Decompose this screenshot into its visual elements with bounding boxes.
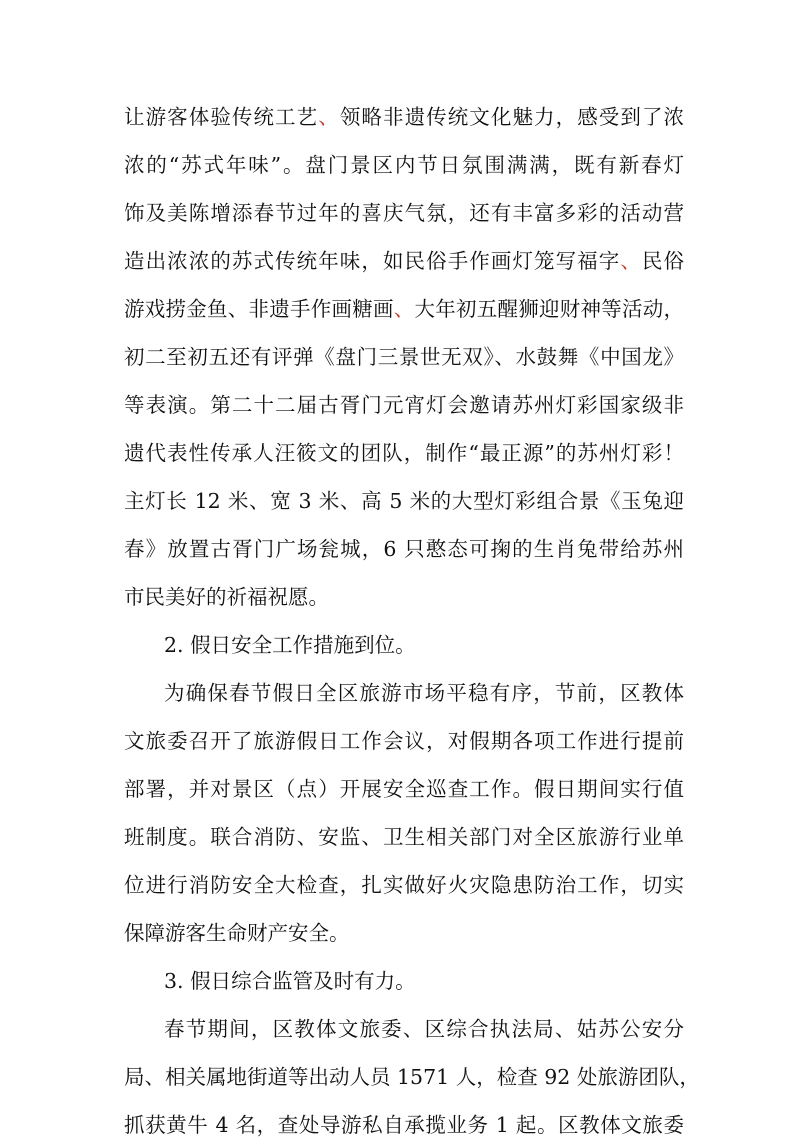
paragraph-3-line-2: 局、相关属地街道等出动人员 1571 人，检查 92 处旅游团队， [124, 1065, 700, 1089]
paragraph-2-line-3: 部署，并对景区（点）开展安全巡查工作。假日期间实行值 [124, 777, 684, 801]
paragraph-1-line-2: 浓的“苏式年味”。盘门景区内节日氛围满满，既有新春灯 [124, 153, 684, 177]
paragraph-1-line-4: 造出浓浓的苏式传统年味，如民俗手作画灯笼写福字、民俗 [124, 249, 685, 273]
paragraph-2-line-5: 位进行消防安全大检查，扎实做好火灾隐患防治工作，切实 [124, 873, 684, 897]
paragraph-3-line-1: 春节期间，区教体文旅委、区综合执法局、姑苏公安分 [164, 1017, 684, 1041]
paragraph-1-line-5: 游戏捞金鱼、非遗手作画糖画、大年初五醒狮迎财神等活动， [124, 297, 684, 321]
paragraph-1-line-1: 让游客体验传统工艺、领略非遗传统文化魅力，感受到了浓 [124, 105, 685, 129]
paragraph-2-line-2: 文旅委召开了旅游假日工作会议，对假期各项工作进行提前 [124, 729, 684, 753]
enumeration-comma: 、 [393, 297, 415, 321]
paragraph-1-line-10: 春》放置古胥门广场瓮城，6 只憨态可掬的生肖兔带给苏州 [124, 537, 684, 561]
paragraph-1-line-3: 饰及美陈增添春节过年的喜庆气氛，还有丰富多彩的活动营 [124, 201, 684, 225]
enumeration-comma: 、 [318, 105, 340, 129]
paragraph-2-line-4: 班制度。联合消防、安监、卫生相关部门对全区旅游行业单 [124, 825, 684, 849]
paragraph-1-line-9: 主灯长 12 米、宽 3 米、高 5 米的大型灯彩组合景《玉兔迎 [124, 489, 684, 513]
paragraph-3-line-3: 抓获黄牛 4 名，查处导游私自承揽业务 1 起。区教体文旅委 [124, 1113, 684, 1137]
enumeration-comma: 、 [620, 249, 642, 273]
paragraph-1-line-11: 市民美好的祈福祝愿。 [124, 585, 329, 609]
section-heading-2: 2. 假日安全工作措施到位。 [164, 633, 416, 657]
paragraph-1-line-6: 初二至初五还有评弹《盘门三景世无双》、水鼓舞《中国龙》 [124, 345, 684, 369]
paragraph-2-line-1: 为确保春节假日全区旅游市场平稳有序，节前，区教体 [164, 681, 684, 705]
section-heading-3: 3. 假日综合监管及时有力。 [164, 969, 416, 993]
paragraph-1-line-7: 等表演。第二十二届古胥门元宵灯会邀请苏州灯彩国家级非 [124, 393, 684, 417]
paragraph-1-line-8: 遗代表性传承人汪筱文的团队，制作“最正源”的苏州灯彩！ [124, 441, 684, 465]
paragraph-2-line-6: 保障游客生命财产安全。 [124, 921, 350, 945]
